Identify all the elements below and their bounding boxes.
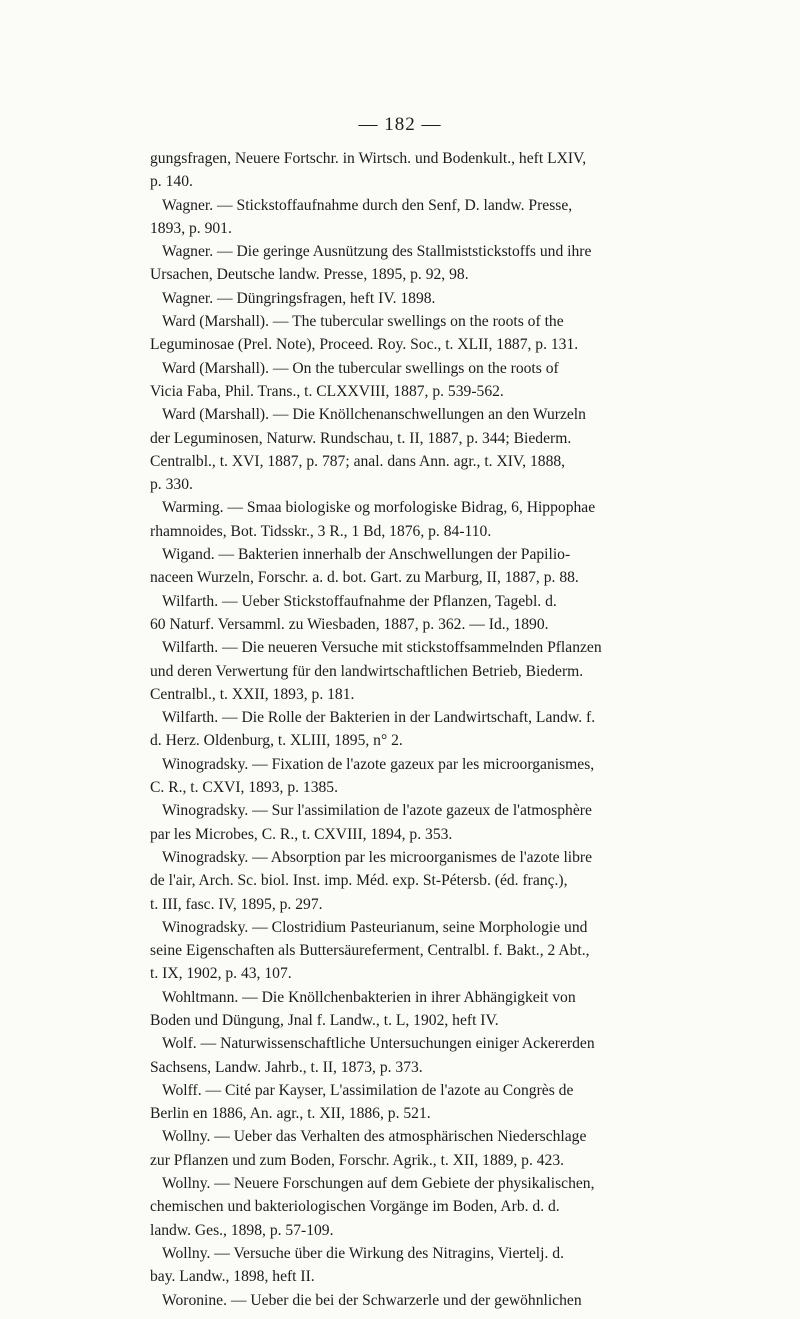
- entry-line: der Leguminosen, Naturw. Rundschau, t. II, 1887, p. 344; Biederm.: [150, 429, 572, 447]
- entry-line: gungsfragen, Neuere Fortschr. in Wirtsch. und Bodenkult., heft LXIV,: [150, 150, 587, 167]
- entry-line: Warming. — Smaa biologiske og morfologiske Bidrag, 6, Hippophae: [162, 499, 596, 517]
- entry-line: rhamnoides, Bot. Tidsskr., 3 R., 1 Bd, 1876, p. 84-110.: [150, 522, 492, 540]
- entry-line: chemischen und bakteriologischen Vorgänge im Boden, Arb. d. d.: [150, 1198, 560, 1216]
- bibliography-entry: [150, 310, 755, 357]
- bibliography-entry: [150, 1289, 755, 1312]
- entry-line: zur Pflanzen und zum Boden, Forschr. Agrik., t. XII, 1889, p. 423.: [150, 1151, 565, 1169]
- entry-line: seine Eigenschaften als Buttersäureferment, Centralbl. f. Bakt., 2 Abt.,: [150, 942, 590, 960]
- entry-line: Wilfarth. — Die neueren Versuche mit stickstoffsammelnden Pflanzen: [162, 639, 602, 657]
- entry-line: Wollny. — Neuere Forschungen auf dem Gebiete der physikalischen,: [162, 1175, 595, 1193]
- bibliography-entry: [150, 1242, 755, 1289]
- entry-line: Boden und Düngung, Jnal f. Landw., t. L, 1902, heft IV.: [150, 1011, 499, 1029]
- bibliography-entry: [150, 1172, 755, 1242]
- entry-line: d. Herz. Oldenburg, t. XLIII, 1895, n° 2.: [150, 732, 403, 750]
- bibliography-entry: [150, 799, 755, 846]
- entry-line: naceen Wurzeln, Forschr. a. d. bot. Gart. zu Marburg, II, 1887, p. 88.: [150, 569, 579, 587]
- entry-line: Wollny. — Versuche über die Wirkung des Nitragins, Viertelj. d.: [162, 1244, 564, 1262]
- bibliography-entry: [150, 1079, 755, 1126]
- entry-line: 60 Naturf. Versamml. zu Wiesbaden, 1887, p. 362. — Id., 1890.: [150, 615, 549, 633]
- entry-line: Wollny. — Ueber das Verhalten des atmosphärischen Niederschlage: [162, 1128, 587, 1146]
- bibliography-entry: [150, 496, 755, 543]
- entry-line: bay. Landw., 1898, heft II.: [150, 1268, 315, 1286]
- entry-line: 1893, p. 901.: [150, 219, 232, 237]
- entry-line: Wilfarth. — Ueber Stickstoffaufnahme der Pflanzen, Tagebl. d.: [162, 592, 557, 610]
- bibliography-entry: [150, 636, 755, 706]
- entry-line: Centralbl., t. XXII, 1893, p. 181.: [150, 685, 355, 703]
- entry-line: p. 140.: [150, 173, 193, 191]
- entry-line: C. R., t. CXVI, 1893, p. 1385.: [150, 779, 339, 797]
- bibliography-entry: [150, 194, 755, 241]
- entry-line: Wagner. — Die geringe Ausnützung des Stallmiststickstoffs und ihre: [162, 243, 592, 261]
- entry-line: Ward (Marshall). — The tubercular swellings on the roots of the: [162, 313, 564, 331]
- bibliography-entry: [150, 706, 755, 753]
- bibliography-entry: [150, 590, 755, 637]
- entry-line: Wagner. — Stickstoffaufnahme durch den Senf, D. landw. Presse,: [162, 196, 573, 214]
- entry-line: Wilfarth. — Die Rolle der Bakterien in der Landwirtschaft, Landw. f.: [162, 709, 596, 727]
- entry-line: Woronine. — Ueber die bei der Schwarzerle und der gewöhnlichen: [162, 1291, 582, 1309]
- bibliography-entry: [150, 403, 755, 496]
- entry-line: Winogradsky. — Sur l'assimilation de l'azote gazeux de l'atmosphère: [162, 802, 592, 820]
- entry-line: Ward (Marshall). — Die Knöllchenanschwellungen an den Wurzeln: [162, 406, 586, 424]
- entry-line: p. 330.: [150, 476, 193, 494]
- entry-line: Winogradsky. — Fixation de l'azote gazeux par les microorganismes,: [162, 755, 595, 773]
- bibliography-entry: [150, 1032, 755, 1079]
- bibliography-entry: [150, 240, 755, 287]
- bibliography-entry: [150, 846, 755, 916]
- entry-line: Ursachen, Deutsche landw. Presse, 1895, p. 92, 98.: [150, 266, 469, 284]
- entry-line: Centralbl., t. XVI, 1887, p. 787; anal. dans Ann. agr., t. XIV, 1888,: [150, 452, 566, 470]
- bibliography-entry: [150, 357, 755, 404]
- entry-line: Berlin en 1886, An. agr., t. XII, 1886, p. 521.: [150, 1105, 431, 1123]
- bibliography-entry: [150, 1125, 755, 1172]
- bibliography-entry: [150, 753, 755, 800]
- page-number: — 182 —: [358, 114, 442, 135]
- entry-line: Wolf. — Naturwissenschaftliche Untersuchungen einiger Ackererden: [162, 1035, 595, 1053]
- entry-line: Wagner. — Düngringsfragen, heft IV. 1898.: [162, 289, 436, 307]
- entry-line: Winogradsky. — Absorption par les microorganismes de l'azote libre: [162, 848, 593, 866]
- entry-line: Wolff. — Cité par Kayser, L'assimilation de l'azote au Congrès de: [162, 1081, 574, 1099]
- entry-line: Sachsens, Landw. Jahrb., t. II, 1873, p. 373.: [150, 1058, 423, 1076]
- bibliography-entry: [150, 147, 755, 194]
- entry-line: und deren Verwertung für den landwirtschaftlichen Betrieb, Biederm.: [150, 662, 584, 680]
- bibliography-entry: [150, 986, 755, 1033]
- entry-line: Wohltmann. — Die Knöllchenbakterien in ihrer Abhängigkeit von: [162, 988, 576, 1006]
- entry-line: Leguminosae (Prel. Note), Proceed. Roy. Soc., t. XLII, 1887, p. 131.: [150, 336, 579, 354]
- entry-line: t. III, fasc. IV, 1895, p. 297.: [150, 895, 323, 913]
- bibliography-list: [150, 147, 755, 1312]
- entry-line: t. IX, 1902, p. 43, 107.: [150, 965, 292, 983]
- bibliography-entry: [150, 287, 755, 310]
- entry-line: par les Microbes, C. R., t. CXVIII, 1894, p. 353.: [150, 825, 453, 843]
- bibliography-entry: [150, 916, 755, 986]
- entry-line: Winogradsky. — Clostridium Pasteurianum, seine Morphologie und: [162, 918, 588, 936]
- entry-line: landw. Ges., 1898, p. 57-109.: [150, 1221, 334, 1239]
- entry-line: de l'air, Arch. Sc. biol. Inst. imp. Méd. exp. St-Pétersb. (éd. franç.),: [150, 872, 568, 890]
- bibliography-entry: [150, 543, 755, 590]
- entry-line: Vicia Faba, Phil. Trans., t. CLXXVIII, 1887, p. 539-562.: [150, 382, 504, 400]
- entry-line: Wigand. — Bakterien innerhalb der Anschwellungen der Papilio-: [162, 546, 571, 564]
- entry-line: Ward (Marshall). — On the tubercular swellings on the roots of: [162, 359, 559, 377]
